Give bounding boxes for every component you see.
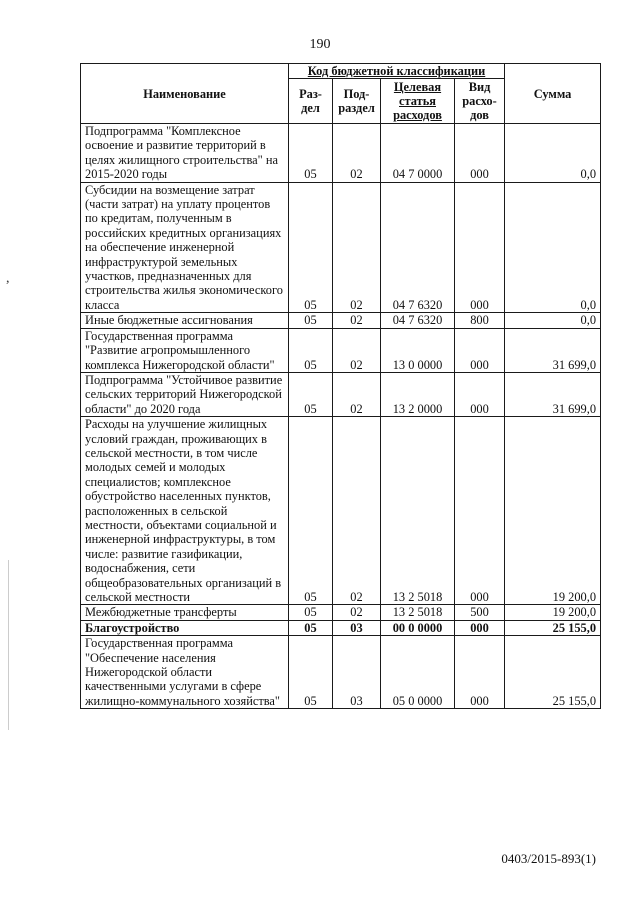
row-kind: 000: [455, 372, 505, 416]
table-row: [81, 636, 601, 709]
document-code: 0403/2015-893(1): [501, 851, 596, 866]
row-sum: 25 155,0: [505, 620, 601, 635]
row-subsection: 02: [333, 328, 381, 372]
row-sum: 0,0: [505, 182, 601, 313]
table-row: [81, 313, 601, 328]
header-name: Наименование: [81, 64, 289, 124]
row-kind: 000: [455, 124, 505, 183]
row-kind: 800: [455, 313, 505, 328]
header-classification-group: Код бюджетной классификации: [289, 64, 505, 79]
row-sum: 0,0: [505, 313, 601, 328]
table-body: [81, 124, 601, 709]
row-name: Государственная программа "Развитие агропромышленного комплекса Нижегородской области": [81, 328, 289, 372]
row-sum: 31 699,0: [505, 372, 601, 416]
row-target: 00 0 0000: [381, 620, 455, 635]
header-section: Раз- дел: [289, 79, 333, 124]
header-row-top: [81, 64, 601, 79]
row-sum: 19 200,0: [505, 605, 601, 620]
stray-scan-mark: ,: [6, 271, 10, 286]
table-row: [81, 124, 601, 183]
row-subsection: 02: [333, 605, 381, 620]
row-target: 13 2 5018: [381, 417, 455, 605]
row-subsection: 02: [333, 182, 381, 313]
row-name: Межбюджетные трансферты: [81, 605, 289, 620]
row-section: 05: [289, 313, 333, 328]
row-name: Иные бюджетные ассигнования: [81, 313, 289, 328]
row-kind: 000: [455, 182, 505, 313]
budget-table: [80, 63, 601, 709]
row-section: 05: [289, 417, 333, 605]
row-target: 04 7 6320: [381, 182, 455, 313]
header-subsection: Под- раздел: [333, 79, 381, 124]
table-row: [81, 372, 601, 416]
row-subsection: 02: [333, 124, 381, 183]
table-row: [81, 605, 601, 620]
row-kind: 000: [455, 620, 505, 635]
row-subsection: 02: [333, 417, 381, 605]
row-kind: 000: [455, 636, 505, 709]
row-name: Подпрограмма "Комплексное освоение и развитие территорий в целях жилищного строительства" на 2015-2020 годы: [81, 124, 289, 183]
row-section: 05: [289, 124, 333, 183]
row-sum: 19 200,0: [505, 417, 601, 605]
table-row: [81, 328, 601, 372]
row-sum: 0,0: [505, 124, 601, 183]
table-row: [81, 417, 601, 605]
row-section: 05: [289, 605, 333, 620]
header-kind: Вид расхо- дов: [455, 79, 505, 124]
row-target: 13 0 0000: [381, 328, 455, 372]
table-row: [81, 620, 601, 635]
row-subsection: 03: [333, 620, 381, 635]
row-kind: 000: [455, 417, 505, 605]
row-kind: 500: [455, 605, 505, 620]
row-sum: 25 155,0: [505, 636, 601, 709]
row-name: Государственная программа "Обеспечение населения Нижегородской области качественными услугами в сфере жилищно-коммунального хозяйства": [81, 636, 289, 709]
row-sum: 31 699,0: [505, 328, 601, 372]
row-subsection: 02: [333, 372, 381, 416]
page-number: 190: [309, 37, 331, 52]
row-target: 13 2 0000: [381, 372, 455, 416]
row-subsection: 02: [333, 313, 381, 328]
row-name: Благоустройство: [81, 620, 289, 635]
row-kind: 000: [455, 328, 505, 372]
row-section: 05: [289, 328, 333, 372]
table-row: [81, 182, 601, 313]
row-section: 05: [289, 620, 333, 635]
row-target: 04 7 0000: [381, 124, 455, 183]
scan-margin-line: [8, 560, 9, 730]
row-section: 05: [289, 182, 333, 313]
row-subsection: 03: [333, 636, 381, 709]
row-section: 05: [289, 372, 333, 416]
row-name: Подпрограмма "Устойчивое развитие сельских территорий Нижегородской области" до 2020 года: [81, 372, 289, 416]
row-target: 13 2 5018: [381, 605, 455, 620]
header-sum: Сумма: [505, 64, 601, 124]
row-target: 05 0 0000: [381, 636, 455, 709]
row-target: 04 7 6320: [381, 313, 455, 328]
row-section: 05: [289, 636, 333, 709]
row-name: Субсидии на возмещение затрат (части затрат) на уплату процентов по кредитам, полученным в российских кредитных организациях на обеспечение инженерной инфраструктурой земельных участков, предназначенных для строительства жилья экономического класса: [81, 182, 289, 313]
header-target: Целевая статья расходов: [381, 79, 455, 124]
row-name: Расходы на улучшение жилищных условий граждан, проживающих в сельской местности, в том числе молодых семей и молодых специалистов; комплексное обустройство населенных пунктов, расположенных в сельской местности, объектами социальной и инженерной инфраструктуры, в том числе: развитие газификации, водоснабжения, сети общеобразовательных организаций в сельской местности: [81, 417, 289, 605]
